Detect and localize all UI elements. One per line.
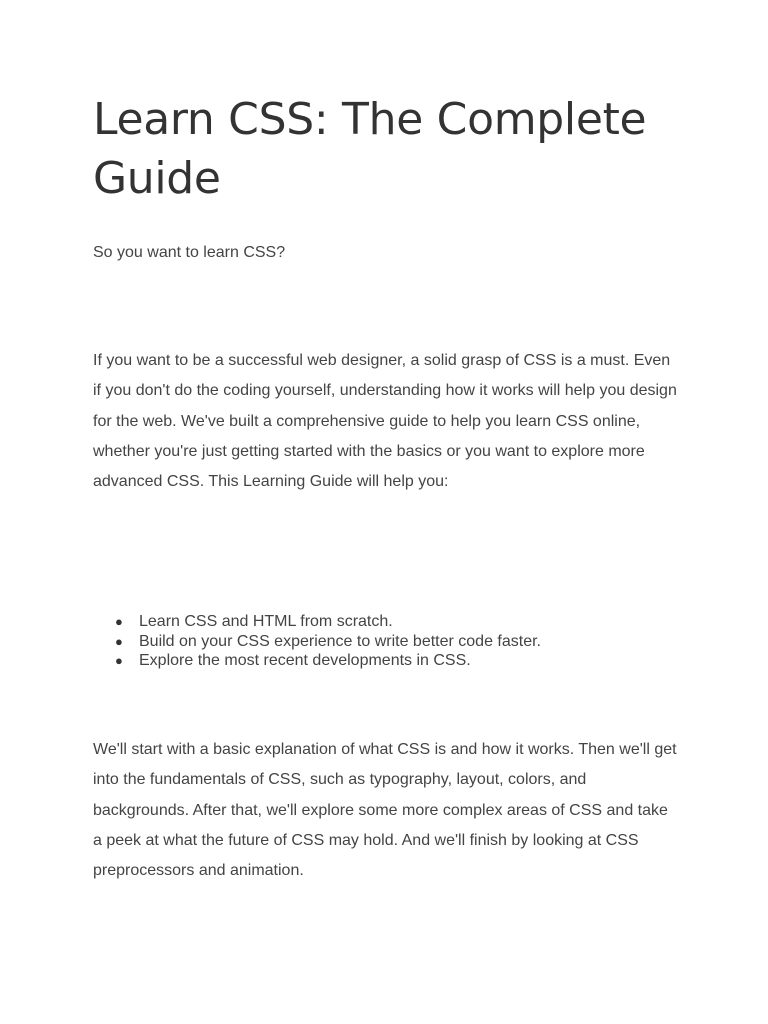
subtitle: So you want to learn CSS?	[93, 244, 286, 261]
bullet-icon: ●	[115, 653, 123, 668]
list-item	[93, 612, 678, 632]
page-title: Learn CSS: The Complete Guide	[93, 94, 647, 204]
bullet-icon: ●	[115, 614, 123, 629]
list-item	[93, 632, 678, 652]
bullet-list	[93, 612, 678, 671]
list-item	[93, 651, 678, 671]
list-item-text: Build on your CSS experience to write better code faster.	[139, 632, 541, 650]
bullet-icon: ●	[115, 633, 123, 649]
intro-paragraph: If you want to be a successful web designer, a solid grasp of CSS is a must. Even if you don't do the coding yourself, understanding how it works will help you design for the web. We've built a comprehensive guide to help you learn CSS online, whether you're just getting started with the basics or you want to explore more advanced CSS. This Learning Guide will help you:	[93, 352, 677, 491]
list-item-text: Explore the most recent developments in CSS.	[139, 652, 471, 669]
list-item-text: Learn CSS and HTML from scratch.	[139, 613, 393, 630]
overview-paragraph: We'll start with a basic explanation of what CSS is and how it works. Then we'll get into the fundamentals of CSS, such as typography, layout, colors, and backgrounds. After that, we'll explore some more complex areas of CSS and take a peek at what the future of CSS may hold. And we'll finish by looking at CSS preprocessors and animation.	[93, 741, 677, 880]
